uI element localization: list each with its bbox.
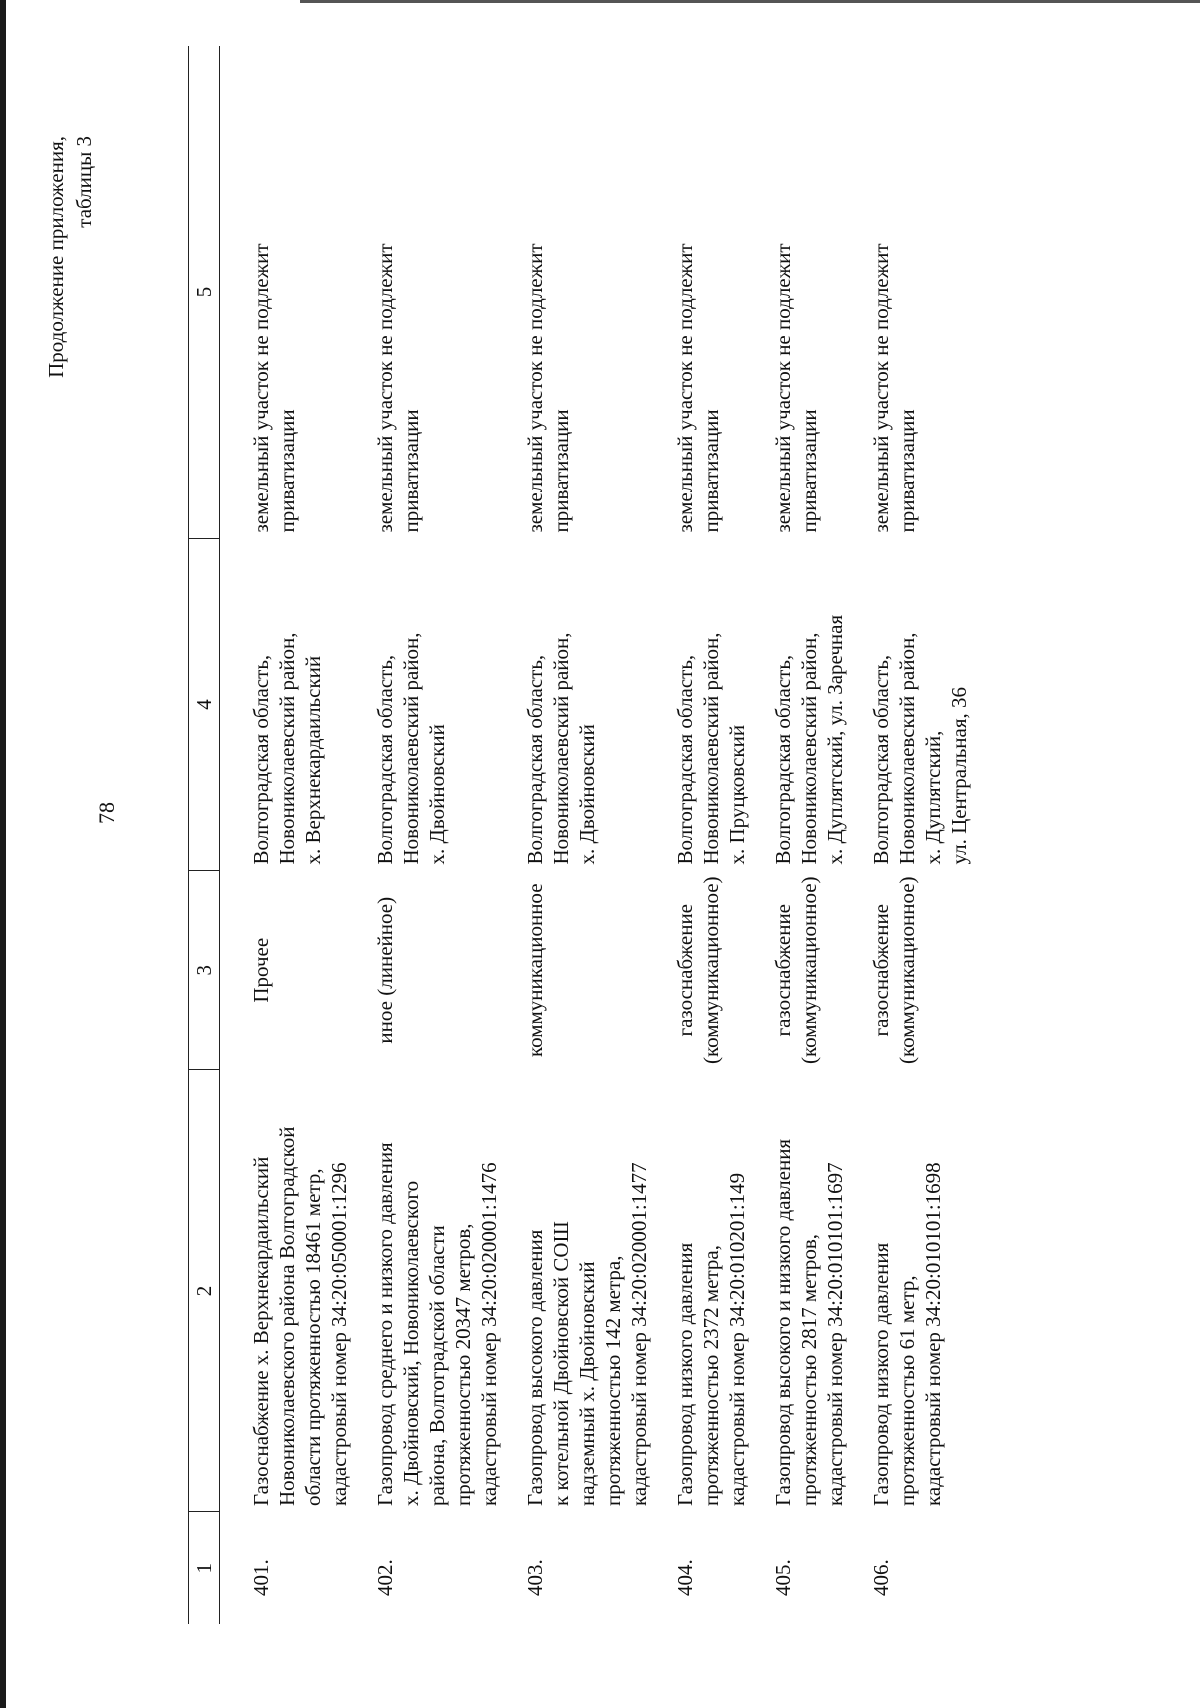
object-name-line: протяженностью 61 метр, <box>895 1275 919 1506</box>
object-note <box>672 46 770 538</box>
object-name-line: области протяженностью 18461 метр, <box>301 1168 325 1506</box>
object-address <box>522 538 672 870</box>
page-number: 78 <box>94 802 119 824</box>
object-name-line: кадастровый номер 34:20:010101:1698 <box>921 1162 945 1506</box>
object-name-line: кадастровый номер 34:20:050001:1296 <box>327 1162 351 1506</box>
object-address-line: х. Двойновский <box>575 724 599 865</box>
object-note-line: земельный участок не подлежит <box>373 243 397 533</box>
object-note-line: приватизации <box>895 409 919 533</box>
column-header-2: 2 <box>189 1070 220 1512</box>
object-address-line: ул. Центральная, 36 <box>947 686 971 865</box>
object-note <box>868 46 992 538</box>
object-address <box>770 538 868 870</box>
row-number: 405. <box>771 1559 795 1596</box>
object-name <box>220 1070 373 1512</box>
object-note-line: приватизации <box>699 409 723 533</box>
object-address-line: Волгоградская область, <box>673 654 697 865</box>
object-name-line: надземный х. Двойновский <box>575 1261 599 1506</box>
object-name-line: кадастровый номер 34:20:020001:1476 <box>477 1162 501 1506</box>
object-name-line: протяженностью 142 метра, <box>601 1255 625 1506</box>
object-note-line: приватизации <box>275 409 299 533</box>
object-name-line: района, Волгоградской области <box>425 1225 449 1506</box>
object-type-line: (коммуникационное) <box>895 876 919 1064</box>
object-type <box>770 870 868 1070</box>
object-type-line: Прочее <box>249 937 273 1003</box>
table-body <box>220 46 993 1624</box>
object-name <box>770 1070 868 1512</box>
object-type-line: газоснабжение <box>869 903 893 1037</box>
object-note <box>770 46 868 538</box>
object-address-line: Новониколаевский район, <box>549 632 573 865</box>
object-type <box>868 870 992 1070</box>
row-number: 402. <box>373 1559 397 1596</box>
caption-line-1: Продолжение приложения, <box>44 136 68 378</box>
column-header-3: 3 <box>189 870 220 1070</box>
column-header-4: 4 <box>189 538 220 870</box>
object-name-line: к котельной Двойновской СОШ <box>549 1221 573 1506</box>
row-number: 401. <box>249 1559 273 1596</box>
object-name-line: протяженностью 20347 метров, <box>451 1223 475 1506</box>
object-note-line: земельный участок не подлежит <box>869 243 893 533</box>
object-type-line: газоснабжение <box>771 903 795 1037</box>
table-row <box>220 46 373 1624</box>
object-name <box>868 1070 992 1512</box>
object-name-line: Газопровод низкого давления <box>673 1242 697 1506</box>
object-address-line: х. Верхнекардаильский <box>301 655 325 865</box>
object-name-line: протяженностью 2817 метров, <box>797 1233 821 1506</box>
object-address-line: х. Двойновский <box>425 724 449 865</box>
object-note-line: приватизации <box>797 409 821 533</box>
table-row <box>522 46 672 1624</box>
row-number: 404. <box>673 1559 697 1596</box>
object-address-line: х. Пруцковский <box>725 724 749 865</box>
object-address <box>220 538 373 870</box>
object-name-line: Газопровод высокого давления <box>523 1229 547 1506</box>
caption-line-2: таблицы 3 <box>72 136 96 228</box>
table-row <box>372 46 522 1624</box>
object-type-line: (коммуникационное) <box>797 876 821 1064</box>
table-caption <box>42 136 98 378</box>
object-type-line: газоснабжение <box>673 903 697 1037</box>
object-address-line: Волгоградская область, <box>771 654 795 865</box>
object-type <box>522 870 672 1070</box>
object-type <box>672 870 770 1070</box>
object-name-line: х. Двойновский, Новониколаевского <box>399 1180 423 1506</box>
object-address-line: х. Дуплятский, ул. Заречная <box>823 614 847 865</box>
object-note-line: земельный участок не подлежит <box>771 243 795 533</box>
property-table <box>188 46 992 1624</box>
object-name-line: Газоснабжение х. Верхнекардаильский <box>249 1156 273 1506</box>
object-note-line: земельный участок не подлежит <box>249 243 273 533</box>
table-header-row <box>189 46 220 1624</box>
object-type-line: иное (линейное) <box>373 896 397 1044</box>
object-name-line: Новониколаевского района Волгоградской <box>275 1126 299 1506</box>
object-name-line: Газопровод низкого давления <box>869 1242 893 1506</box>
object-type <box>372 870 522 1070</box>
object-name <box>522 1070 672 1512</box>
object-address-line: Волгоградская область, <box>869 654 893 865</box>
object-address-line: Волгоградская область, <box>373 654 397 865</box>
object-name-line: кадастровый номер 34:20:020001:1477 <box>627 1162 651 1506</box>
object-note-line: приватизации <box>549 409 573 533</box>
object-type <box>220 870 373 1070</box>
table-row <box>770 46 868 1624</box>
object-address-line: Волгоградская область, <box>523 654 547 865</box>
object-address-line: Новониколаевский район, <box>275 632 299 865</box>
object-address <box>372 538 522 870</box>
object-address-line: Новониколаевский район, <box>895 632 919 865</box>
column-header-1: 1 <box>189 1512 220 1624</box>
object-note <box>522 46 672 538</box>
object-address <box>672 538 770 870</box>
object-name-line: протяженностью 2372 метра, <box>699 1245 723 1506</box>
object-name <box>672 1070 770 1512</box>
object-note <box>372 46 522 538</box>
object-note <box>220 46 373 538</box>
object-name <box>372 1070 522 1512</box>
object-name-line: Газопровод среднего и низкого давления <box>373 1142 397 1506</box>
object-type-line: коммуникационное <box>523 883 547 1058</box>
table-row <box>868 46 992 1624</box>
object-note-line: земельный участок не подлежит <box>523 243 547 533</box>
object-address-line: Волгоградская область, <box>249 654 273 865</box>
column-header-5: 5 <box>189 46 220 538</box>
object-address-line: х. Дуплятский, <box>921 730 945 865</box>
object-address-line: Новониколаевский район, <box>797 632 821 865</box>
object-address-line: Новониколаевский район, <box>699 632 723 865</box>
object-type-line: (коммуникационное) <box>699 876 723 1064</box>
object-note-line: земельный участок не подлежит <box>673 243 697 533</box>
object-note-line: приватизации <box>399 409 423 533</box>
object-name-line: Газопровод высокого и низкого давления <box>771 1138 795 1506</box>
row-number: 403. <box>523 1559 547 1596</box>
object-name-line: кадастровый номер 34:20:010201:149 <box>725 1172 749 1506</box>
table-row <box>672 46 770 1624</box>
object-address-line: Новониколаевский район, <box>399 632 423 865</box>
object-name-line: кадастровый номер 34:20:010101:1697 <box>823 1162 847 1506</box>
object-address <box>868 538 992 870</box>
row-number: 406. <box>869 1559 893 1596</box>
